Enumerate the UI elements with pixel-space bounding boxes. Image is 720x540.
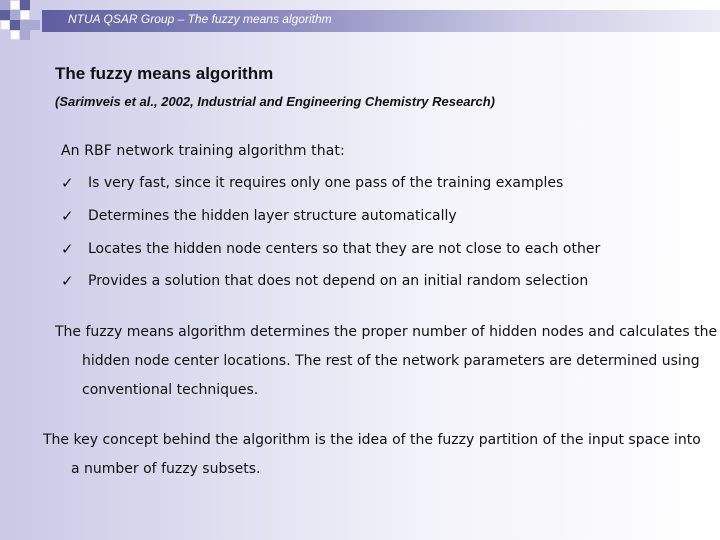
bullet-text: Locates the hidden node centers so that they are not close to each other (88, 241, 601, 257)
citation: (Sarimveis et al., 2002, Industrial and Engineering Chemistry Research) (55, 94, 495, 109)
decor-square (20, 20, 30, 30)
checkmark-icon: ✓ (61, 174, 74, 192)
checkmark-icon: ✓ (61, 240, 74, 258)
bullet-text: Provides a solution that does not depend on an initial random selection (88, 273, 589, 289)
slide-title: The fuzzy means algorithm (55, 64, 274, 83)
intro-text: An RBF network training algorithm that: (61, 143, 345, 159)
bullet-text: Is very fast, since it requires only one pass of the training examples (88, 175, 564, 191)
paragraph-hidden-nodes (55, 318, 717, 405)
paragraph-line: hidden node center locations. The rest of the network parameters are determined using (82, 353, 700, 369)
header-text: NTUA QSAR Group – The fuzzy means algorithm (68, 12, 332, 26)
checkmark-icon: ✓ (61, 272, 74, 290)
paragraph-line: The key concept behind the algorithm is the idea of the fuzzy partition of the input space into (43, 432, 701, 448)
decor-square (0, 20, 10, 30)
paragraph-line: conventional techniques. (82, 382, 259, 398)
decor-square (10, 0, 20, 10)
bullet-text: Determines the hidden layer structure automatically (88, 208, 457, 224)
decor-square (10, 10, 20, 20)
decor-square (10, 20, 20, 30)
decor-square (10, 30, 20, 40)
decor-square (30, 20, 40, 30)
checkmark-icon: ✓ (61, 207, 74, 225)
paragraph-key-concept (43, 426, 701, 484)
decor-square (20, 30, 30, 40)
decor-square (0, 10, 10, 20)
paragraph-line: The fuzzy means algorithm determines the proper number of hidden nodes and calculates the (55, 324, 718, 340)
decor-square (20, 10, 30, 20)
decor-square (20, 0, 30, 10)
paragraph-line: a number of fuzzy subsets. (71, 461, 261, 477)
decor-square (0, 0, 10, 10)
